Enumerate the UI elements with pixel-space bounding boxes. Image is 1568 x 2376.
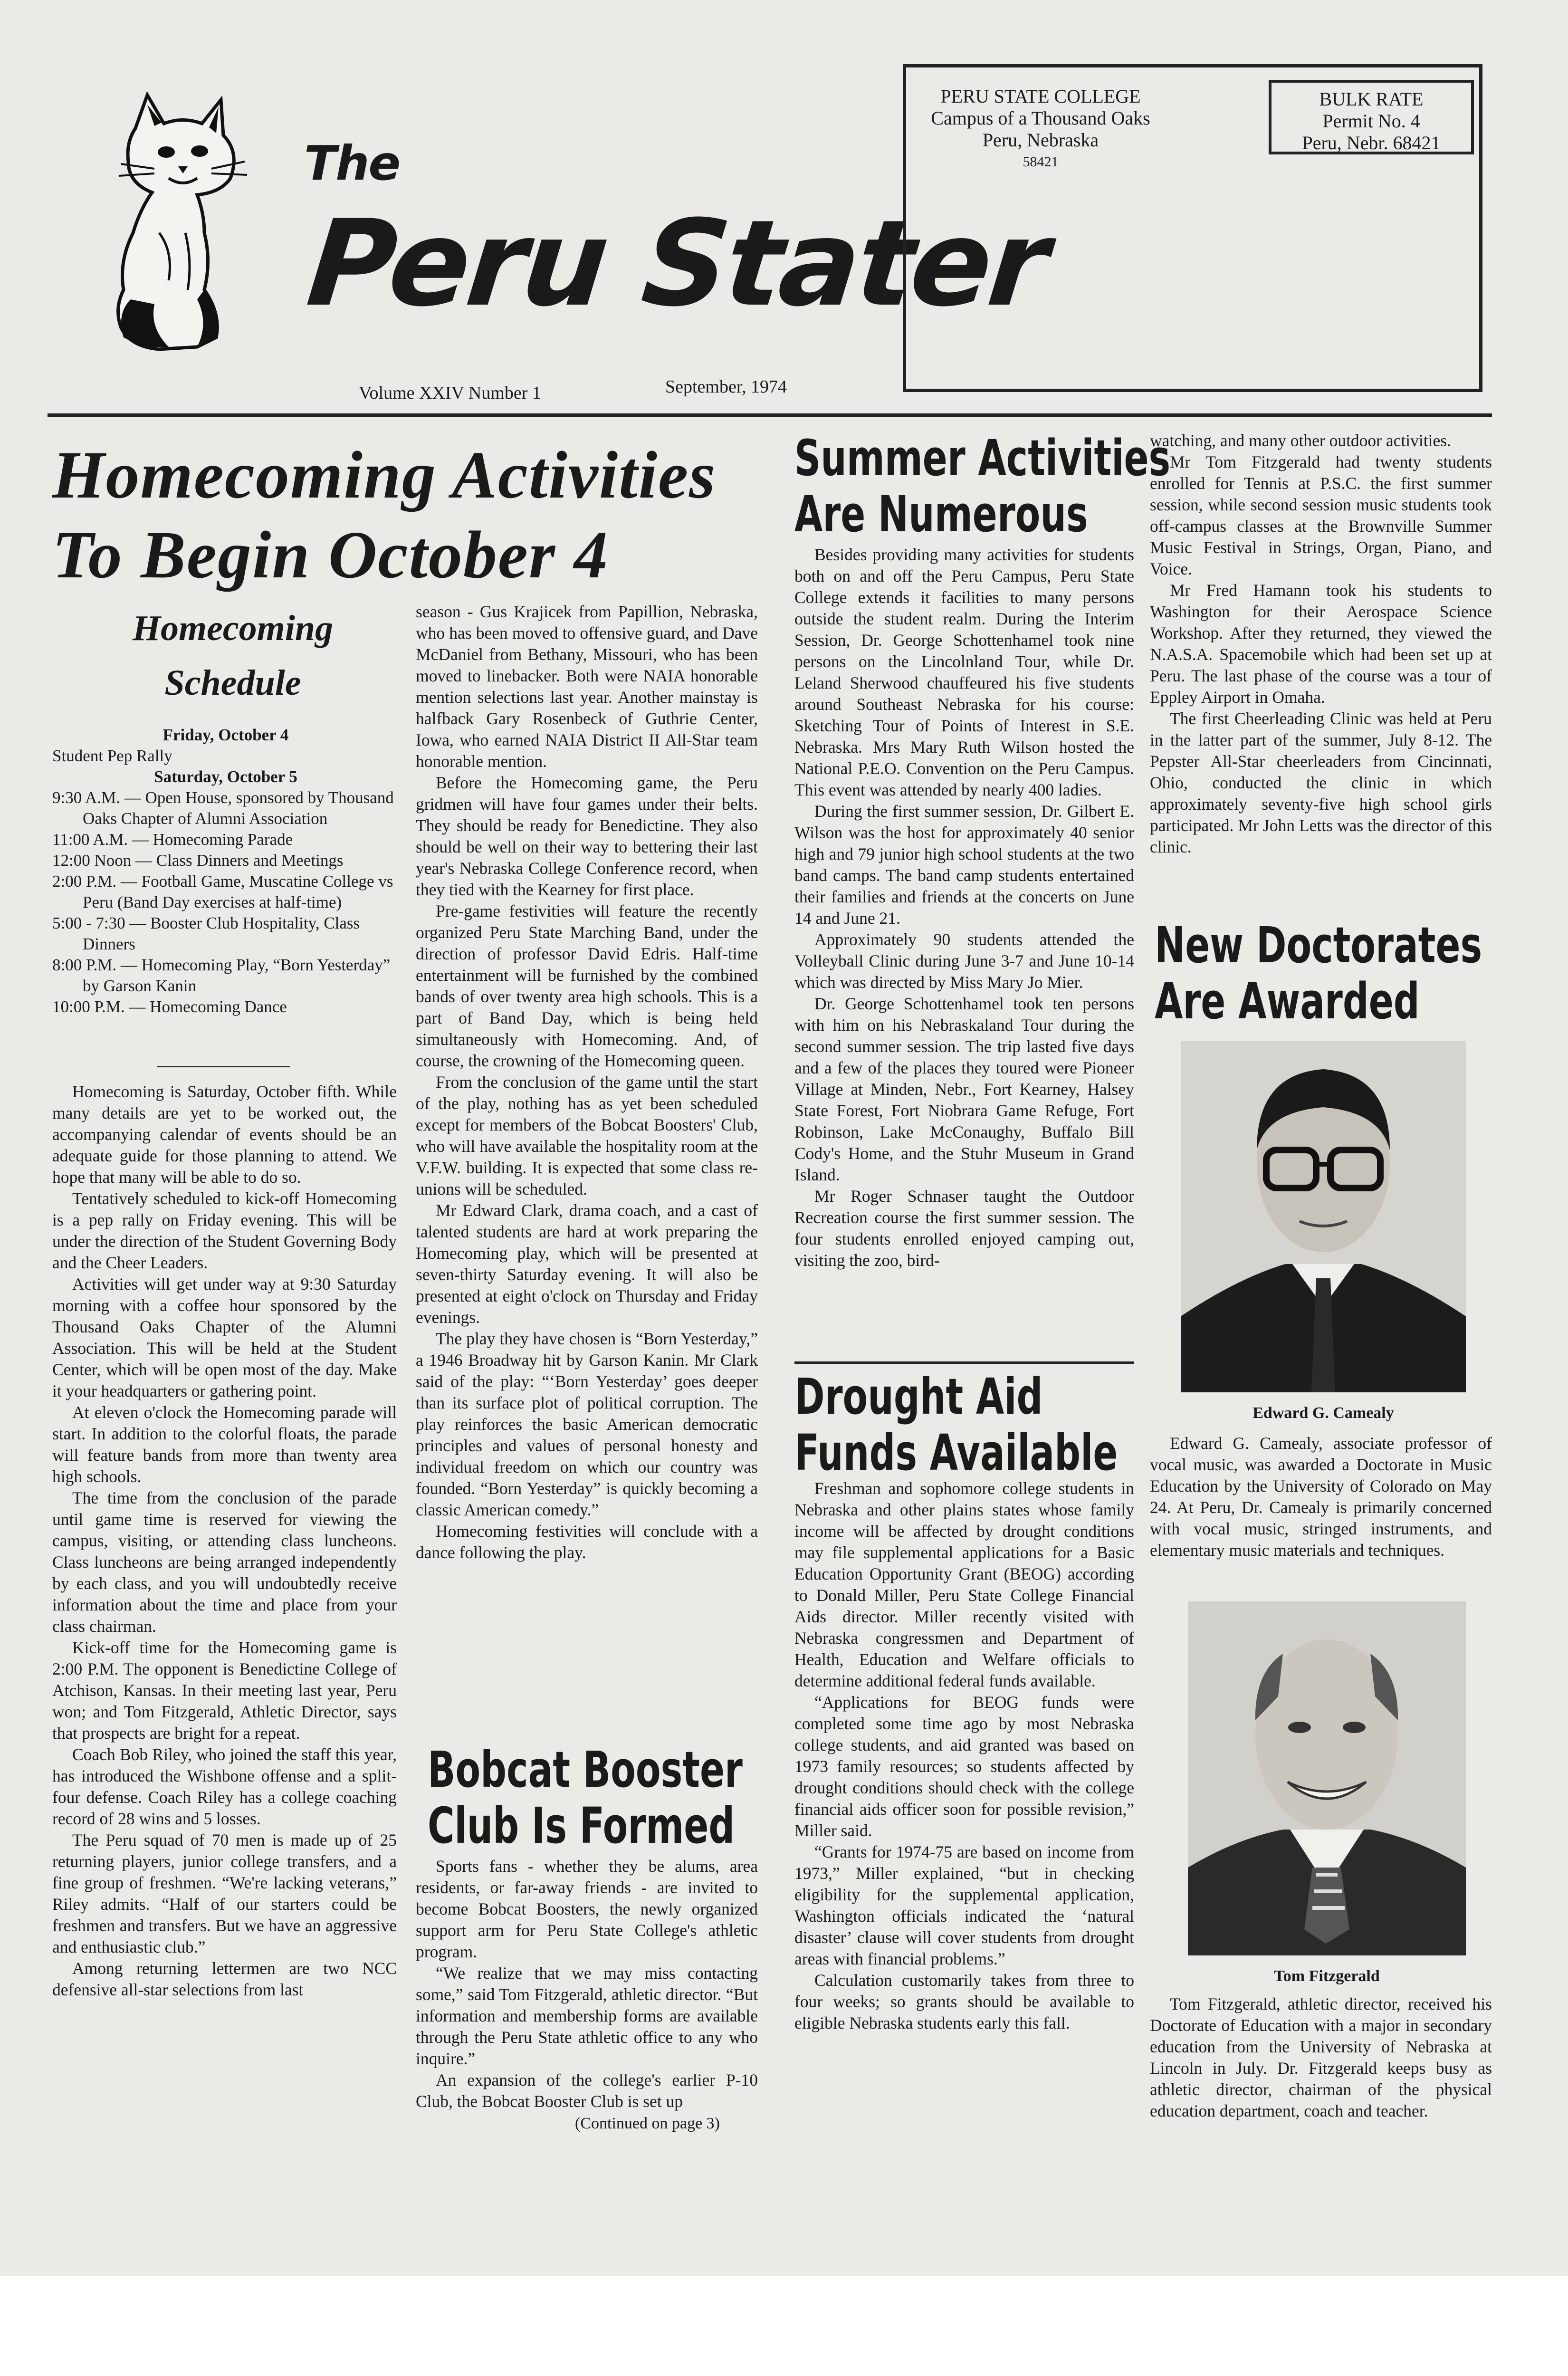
summer-column-2 — [1150, 430, 1492, 858]
schedule-item: 8:00 P.M. — Homecoming Play, “Born Yesterday” by Garson Kanin — [52, 956, 391, 995]
address-line: Peru, Nebraska — [982, 129, 1099, 151]
camealy-caption: Edward G. Camealy — [1252, 1404, 1394, 1422]
masthead-rule — [48, 413, 1492, 417]
paragraph: Coach Bob Riley, who joined the staff this year, has introduced the Wishbone offense and a split-four defense. Coach Riley has a college coaching record of 28 wins and 5 losses. — [52, 1745, 397, 1828]
bulk-line: BULK RATE — [1319, 88, 1424, 110]
drought-headline — [794, 1369, 1118, 1481]
bulk-line: Peru, Nebr. 68421 — [1302, 132, 1441, 153]
paragraph: season - Gus Krajicek from Papillion, Nebraska, who has been moved to offensive guard, and Dave McDaniel from Bethany, Missouri, who has been moved to linebacker. Both were NAIA honorable mention selections last year. Another mainstay is halfback Gary Rosenbeck of Guthrie Center, Iowa, who earned NAIA District II All-Star team honorable mention. — [416, 602, 758, 771]
homecoming-schedule — [52, 725, 399, 1017]
headline-line: New Doctorates — [1155, 916, 1482, 974]
headline-line: To Begin October 4 — [52, 517, 609, 592]
paragraph: “We realize that we may miss contacting some,” said Tom Fitzgerald, athletic director. “But information and membership forms are available through the Peru State athletic office to any who inquire.” — [416, 1964, 758, 2068]
paragraph: Homecoming festivities will conclude with a dance following the play. — [416, 1522, 758, 1562]
issue-date: September, 1974 — [665, 377, 787, 397]
address-line: PERU STATE COLLEGE — [940, 86, 1141, 107]
paragraph: Mr Edward Clark, drama coach, and a cast of talented students are hard at work preparing the Homecoming play, which will be presented at seven-thirty Saturday evening. It will also be presented at eight o'clock on Thursday and Friday evenings. — [416, 1201, 758, 1327]
fitzgerald-photo — [1188, 1601, 1466, 1955]
paragraph: Homecoming is Saturday, October fifth. While many details are yet to be worked out, the accompanying calendar of events should be an adequate guide for those planning to attend. We hope that many will be able to do so. — [52, 1082, 397, 1187]
volume-number: Volume XXIV Number 1 — [359, 383, 541, 403]
headline-line: Summer Activities — [794, 429, 1171, 487]
return-address — [905, 86, 1176, 173]
camealy-photo — [1181, 1041, 1466, 1392]
headline-line: Are Numerous — [794, 485, 1088, 543]
section-rule — [794, 1361, 1134, 1364]
paragraph: watching, and many other outdoor activities. — [1150, 431, 1451, 450]
paragraph: Among returning lettermen are two NCC defensive all-star selections from last — [52, 1959, 397, 1999]
paragraph: At eleven o'clock the Homecoming parade will start. In addition to the colorful floats, the parade will feature bands from more than twenty area high schools. — [52, 1403, 397, 1486]
fitzgerald-article — [1150, 1993, 1492, 2122]
paragraph: Besides providing many activities for students both on and off the Peru Campus, Peru State College extends it facilities to many persons outside the student realm. During the Interim Session, Dr. George Schottenhamel took nine persons on the Lincolnland Tour, while Dr. Leland Sherwood chauffeured his five students around Southeast Nebraska for his course: Sketching Tour of Points of Interest in S.E. Nebraska. Mrs Mary Ruth Wilson hosted the National P.E.O. Convention on the Peru Campus. This event was attended by nearly 400 ladies. — [794, 545, 1134, 799]
paragraph: Edward G. Camealy, associate professor of vocal music, was awarded a Doctorate in Music Education by the University of Colorado on May 24. At Peru, Dr. Camealy is primarily concerned with vocal music, stringed instruments, and elementary music materials and techniques. — [1150, 1434, 1492, 1560]
continued-note: (Continued on page 3) — [575, 2115, 720, 2132]
bulk-rate-stamp — [1269, 80, 1474, 154]
paragraph: From the conclusion of the game until the start of the play, nothing has as yet been scheduled except for members of the Bobcat Boosters' Club, who will have available the hospitality room at the V.F.W. building. It is expected that some class re-unions will be scheduled. — [416, 1073, 758, 1198]
doctorates-headline — [1155, 917, 1482, 1029]
paragraph: During the first summer session, Dr. Gilbert E. Wilson was the host for approximately 40 senior high and 79 junior high school students at the two band camps. The band camp students entertained their families and friends at the concerts on June 14 and June 21. — [794, 802, 1134, 928]
bulk-line: Permit No. 4 — [1322, 110, 1420, 132]
summer-headline — [794, 430, 1170, 542]
schedule-item: 11:00 A.M. — Homecoming Parade — [52, 830, 293, 849]
schedule-divider — [157, 1066, 290, 1067]
masthead-the: The — [304, 135, 400, 191]
paragraph: The Peru squad of 70 men is made up of 25 returning players, junior college transfers, and a fine group of freshmen. “We're lacking veterans,” Riley admits. “Half of our starters could be freshmen and transfers. But we have an aggressive and enthusiastic club.” — [52, 1830, 397, 1956]
paragraph: Calculation customarily takes from three to four weeks; so grants should be available to eligible Nebraska students early this fall. — [794, 1971, 1134, 2032]
paragraph: Mr Tom Fitzgerald had twenty students enrolled for Tennis at P.S.C. the first summer session, while second session music students took off-campus classes at the Brownville Summer Music Festival in Strings, Organ, Piano, and Voice. — [1150, 452, 1492, 578]
schedule-item: Student Pep Rally — [52, 747, 172, 765]
paragraph: Dr. George Schottenhamel took ten persons with him on his Nebraskaland Tour during the second summer session. The trip lasted five days and a few of the places they toured were Pioneer Village at Minden, Nebr., Fort Kearney, Halsey State Forest, Fort Niobrara Game Refuge, Fort Robinson, Lake McConaughy, Buffalo Bill Cody's Home, and the Stuhr Museum in Grand Island. — [794, 994, 1134, 1184]
paragraph: “Applications for BEOG funds were completed some time ago by most Nebraska college students, and aid granted was based on 1973 family resources; so students affected by drought conditions should check with the college financial aids officer soon for possible revision,” Miller said. — [794, 1693, 1134, 1840]
schedule-item: 10:00 P.M. — Homecoming Dance — [52, 997, 287, 1016]
schedule-heading-line: Schedule — [164, 663, 301, 703]
address-line: Campus of a Thousand Oaks — [931, 107, 1150, 129]
homecoming-headline — [52, 435, 751, 594]
schedule-item: 5:00 - 7:30 — Booster Club Hospitality, Class Dinners — [52, 914, 360, 953]
paragraph: Before the Homecoming game, the Peru gridmen will have four games under their belts. They should be ready for Benedictine. They also should be well on their way to bettering their last year's Nebraska College Conference record, when they tied with the Kearney for first place. — [416, 773, 758, 899]
homecoming-column-1 — [52, 1081, 397, 2001]
schedule-heading-line: Homecoming — [132, 608, 334, 648]
paragraph: Activities will get under way at 9:30 Saturday morning with a coffee hour sponsored by the Thousand Oaks Chapter of the Alumni Association. This will be held at the Student Center, which will be open most of the day. Make it your headquarters or gathering point. — [52, 1274, 397, 1400]
paragraph: An expansion of the college's earlier P-10 Club, the Bobcat Booster Club is set up — [416, 2070, 758, 2111]
headline-line: Drought Aid — [794, 1368, 1043, 1426]
drought-article — [794, 1478, 1134, 2034]
fitzgerald-caption: Tom Fitzgerald — [1274, 1967, 1380, 1985]
paragraph: The time from the conclusion of the parade until game time is reserved for viewing the campus, visiting, or attending class luncheons. Class luncheons are being arranged independently by each class, and you will undoubtedly receive information about the time and place from your class chairman. — [52, 1488, 397, 1636]
headline-line: Bobcat Booster — [428, 1741, 743, 1799]
paragraph: Sports fans - whether they be alums, area residents, or far-away friends - are invited to become Bobcat Boosters, the newly organized support arm for Peru State College's athletic program. — [416, 1857, 758, 1961]
summer-column-1 — [794, 544, 1134, 1271]
homecoming-column-2 — [416, 601, 758, 1563]
paragraph: The play they have chosen is “Born Yesterday,” a 1946 Broadway hit by Garson Kanin. Mr Clark said of the play: “‘Born Yesterday’ goes deeper than its surface plot of political corruption. The play reinforces the basic American democratic principles and values of personal honesty and individual freedom on which our country was founded. “Born Yesterday” is quickly becoming a classic American comedy.” — [416, 1329, 758, 1519]
paragraph: “Grants for 1974-75 are based on income from 1973,” Miller explained, “but in checking eligibility for the supplemental application, Washington officials indicated the ‘natural disaster’ clause will cover students from drought areas with financial problems.” — [794, 1842, 1134, 1968]
headline-line: Club Is Formed — [428, 1797, 735, 1855]
masthead-title: Peru Stater — [301, 194, 1052, 333]
camealy-article — [1150, 1433, 1492, 1561]
schedule-item: 2:00 P.M. — Football Game, Muscatine College vs Peru (Band Day exercises at half-time) — [52, 872, 393, 911]
paragraph: Tentatively scheduled to kick-off Homecoming is a pep rally on Friday evening. This will be under the direction of the Student Governing Body and the Cheer Leaders. — [52, 1189, 397, 1272]
schedule-item: 9:30 A.M. — Open House, sponsored by Thousand Oaks Chapter of Alumni Association — [52, 788, 394, 828]
bobcat-headline — [428, 1742, 743, 1854]
bobcat-article — [416, 1856, 758, 2112]
schedule-day: Saturday, October 5 — [154, 767, 297, 786]
paragraph: Tom Fitzgerald, athletic director, received his Doctorate of Education with a major in secondary education from the University of Nebraska at Lincoln in July. Dr. Fitzgerald keeps busy as athletic director, chairman of the physical education department, coach and teacher. — [1150, 1994, 1492, 2120]
headline-line: Funds Available — [794, 1424, 1118, 1482]
paragraph: Freshman and sophomore college students in Nebraska and other plains states whose family income will be affected by drought conditions may file supplemental applications for a Basic Education Opportunity Grant (BEOG) according to Donald Miller, Peru State College Financial Aids director. Miller recently visited with Nebraska congressmen and Department of Health, Education and Welfare officials to determine additional federal funds available. — [794, 1479, 1134, 1690]
bobcat-mascot-logo — [102, 90, 278, 356]
schedule-day: Friday, October 4 — [163, 726, 289, 744]
headline-line: Homecoming Activities — [52, 437, 717, 512]
paragraph: The first Cheerleading Clinic was held at Peru in the latter part of the summer, July 8-12. The Pepster All-Star cheerleaders from Cincinnati, Ohio, conducted the clinic in which approximately seventy-five high school girls participated. Mr John Letts was the director of this clinic. — [1150, 709, 1492, 856]
headline-line: Are Awarded — [1155, 972, 1420, 1030]
address-zip: 58421 — [1023, 154, 1059, 170]
paragraph: Mr Roger Schnaser taught the Outdoor Recreation course the first summer session. The four students enrolled enjoyed camping out, visiting the zoo, bird- — [794, 1187, 1134, 1270]
paragraph: Kick-off time for the Homecoming game is 2:00 P.M. The opponent is Benedictine College of Atchison, Kansas. In their meeting last year, Peru won; and Tom Fitzgerald, Athletic Director, says that prospects are bright for a repeat. — [52, 1638, 397, 1743]
schedule-item: 12:00 Noon — Class Dinners and Meetings — [52, 851, 344, 870]
schedule-heading — [52, 601, 413, 710]
paragraph: Approximately 90 students attended the Volleyball Clinic during June 3-7 and June 10-14 which was directed by Miss Mary Jo Mier. — [794, 930, 1134, 992]
paragraph: Mr Fred Hamann took his students to Washington for their Aerospace Science Workshop. After they returned, they viewed the N.A.S.A. Spacemobile which had been set up at Peru. The last phase of the course was a tour of Eppley Airport in Omaha. — [1150, 581, 1492, 707]
paragraph: Pre-game festivities will feature the recently organized Peru State Marching Band, under the direction of professor David Edris. Half-time entertainment will be furnished by the combined bands of over twenty area high schools. This is a part of Band Day, which is being held simultaneously with Homecoming. And, of course, the crowning of the Homecoming queen. — [416, 901, 758, 1070]
